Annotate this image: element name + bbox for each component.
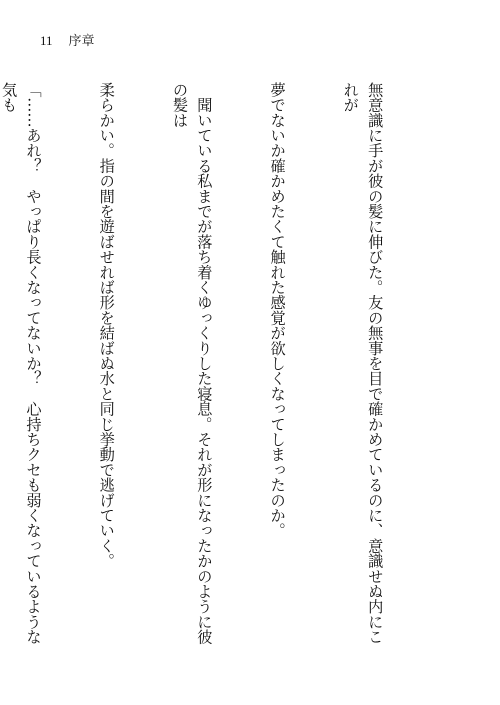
- text-line: 聞いている私までが落ち着くゆっくりした寝息。それが形になったかのように彼の髪は: [170, 82, 214, 645]
- page-number: 11: [40, 33, 53, 48]
- chapter-title: 序章: [68, 33, 95, 48]
- text-line: 「……あれ？ やっぱり長くなってないか？ 心持ちクセも弱くなっているような気も: [0, 82, 43, 645]
- text-line: 柔らかい。指の間を遊ばせれば形を結ばぬ水と同じ挙動で逃げていく。: [97, 82, 116, 569]
- page-header: [40, 30, 95, 49]
- text-line: 夢でないか確かめたくて触れた感覚が欲しくなってしまったのか。: [268, 82, 287, 538]
- body-text: [0, 82, 436, 652]
- text-line: 無意識に手が彼の髪に伸びた。友の無事を目で確かめているのに、意識せぬ内にこれが: [341, 82, 385, 645]
